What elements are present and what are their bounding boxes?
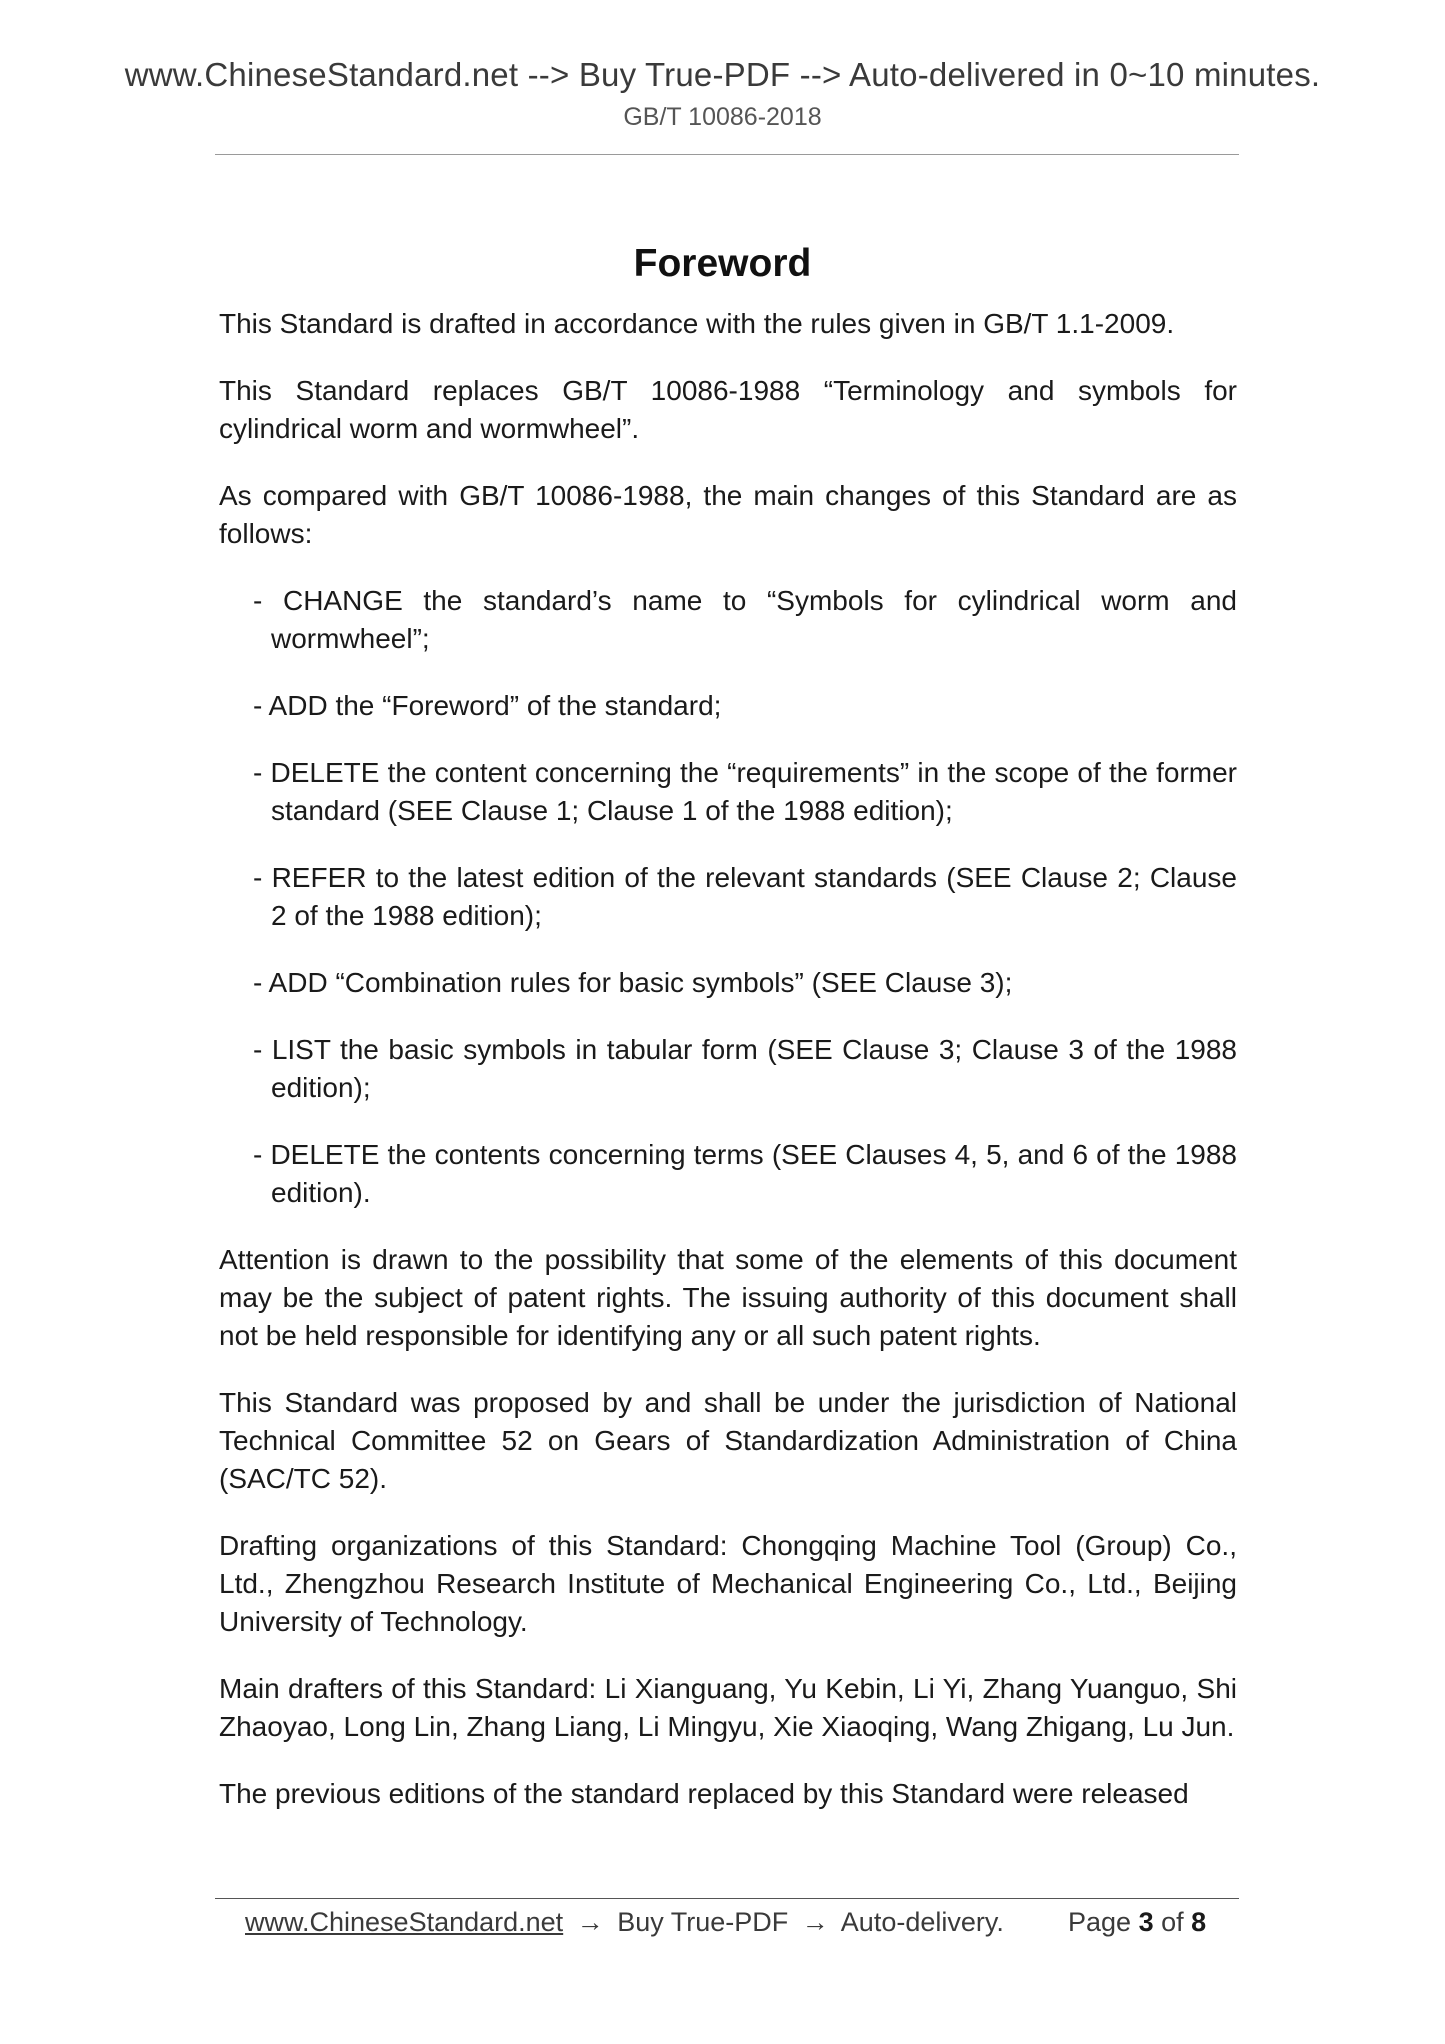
changes-list (219, 582, 1237, 1212)
document-body (219, 305, 1237, 1842)
page-label: Page (1068, 1907, 1132, 1937)
page-current: 3 (1138, 1907, 1154, 1937)
list-item: - CHANGE the standard’s name to “Symbols for cylindrical worm and wormwheel”; (253, 585, 1237, 654)
page-footer (0, 1904, 1445, 1944)
paragraph-drafting-rules: This Standard is drafted in accordance with the rules given in GB/T 1.1-2009. (219, 308, 1175, 339)
paragraph-drafting-organizations: Drafting organizations of this Standard: Chongqing Machine Tool (Group) Co., Ltd., Zhengzhou Research Institute of Mechanical Engineering Co., Ltd., Beijing University of Technology. (219, 1530, 1237, 1637)
header-doc-code: GB/T 10086-2018 (623, 103, 822, 131)
paragraph-proposed-by: This Standard was proposed by and shall be under the jurisdiction of National Technical Committee 52 on Gears of Standardization Administration of China (SAC/TC 52). (219, 1387, 1237, 1494)
list-item: - REFER to the latest edition of the relevant standards (SEE Clause 2; Clause 2 of the 1988 edition); (253, 862, 1237, 931)
list-item: - DELETE the content concerning the “requirements” in the scope of the former standard (SEE Clause 1; Clause 1 of the 1988 edition); (253, 757, 1237, 826)
list-item: - ADD “Combination rules for basic symbols” (SEE Clause 3); (253, 967, 1013, 998)
list-item: - ADD the “Foreword” of the standard; (253, 690, 722, 721)
arrow-right-icon: → (576, 1907, 604, 1937)
page-title: Foreword (633, 242, 812, 286)
paragraph-previous-editions: The previous editions of the standard replaced by this Standard were released (219, 1778, 1189, 1809)
paragraph-patent-notice: Attention is drawn to the possibility that some of the elements of this document may be the subject of patent rights. The issuing authority of this document shall not be held responsible for identifying any or all such patent rights. (219, 1244, 1237, 1351)
buy-true-pdf-text: Buy True-PDF (617, 1907, 789, 1937)
page-of-label: of (1161, 1907, 1184, 1937)
paragraph-replaces: This Standard replaces GB/T 10086-1988 “Terminology and symbols for cylindrical worm and wormwheel”. (219, 375, 1237, 444)
footer-links (245, 1904, 1004, 1940)
page-number (1068, 1904, 1206, 1940)
paragraph-changes-intro: As compared with GB/T 10086-1988, the main changes of this Standard are as follows: (219, 480, 1237, 549)
paragraph-main-drafters: Main drafters of this Standard: Li Xianguang, Yu Kebin, Li Yi, Zhang Yuanguo, Shi Zhaoyao, Long Lin, Zhang Liang, Li Mingyu, Xie Xiaoqing, Wang Zhigang, Lu Jun. (219, 1673, 1237, 1742)
header-divider (215, 154, 1239, 155)
list-item: - DELETE the contents concerning terms (SEE Clauses 4, 5, and 6 of the 1988 edition). (253, 1139, 1237, 1208)
site-link[interactable]: www.ChineseStandard.net (245, 1907, 564, 1937)
header-banner: www.ChineseStandard.net --> Buy True-PDF --> Auto-delivered in 0~10 minutes. (124, 56, 1321, 93)
footer-divider (215, 1898, 1239, 1899)
page-total: 8 (1191, 1907, 1207, 1937)
list-item: - LIST the basic symbols in tabular form (SEE Clause 3; Clause 3 of the 1988 edition); (253, 1034, 1237, 1103)
auto-delivery-text: Auto-delivery. (840, 1907, 1004, 1937)
page-header (0, 55, 1445, 132)
arrow-right-icon: → (801, 1907, 829, 1937)
